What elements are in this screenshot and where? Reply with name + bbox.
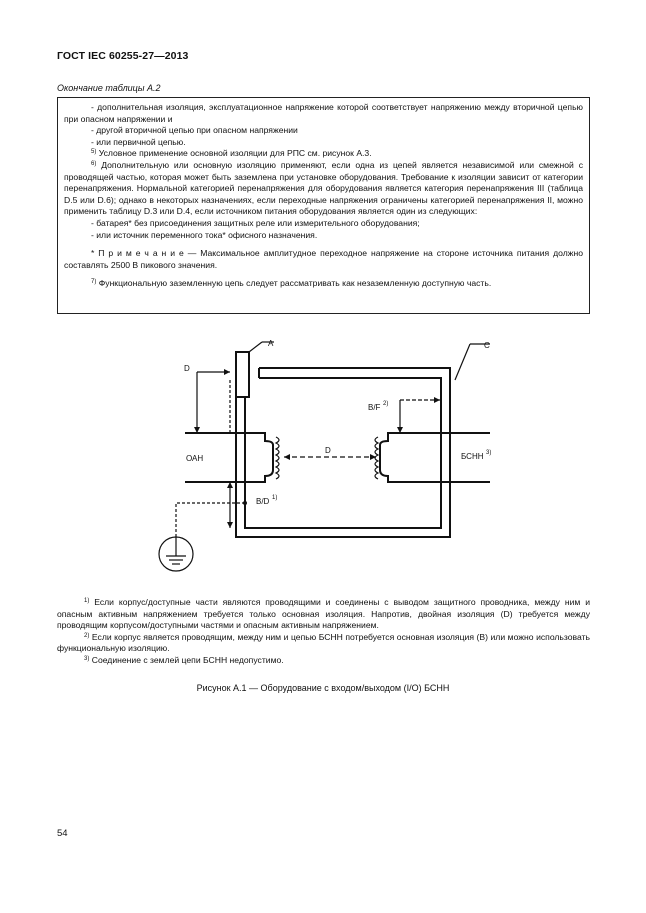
footnote-text: Если корпус/доступные части являются проводящими и соединены с выводом защитного проводника, между ним и опасным активным напряжением требуется только основная изоляция. Напротив, двойная изоляция (D) требуется между проводящим корпусом/доступными частями и опасным активным напряжением.: [57, 597, 590, 631]
table-continuation-caption: Окончание таблицы А.2: [57, 83, 161, 93]
earth-link: [176, 503, 245, 537]
equipment-diagram: [150, 330, 510, 580]
enclosure-outer: [236, 368, 450, 537]
note-6: [64, 160, 583, 218]
label-bf: B/F: [368, 403, 381, 412]
note-text: Условное применение основной изоляции для РПС см. рисунок А.3.: [98, 148, 372, 159]
footnote-2: [57, 632, 590, 655]
label-bd: B/D: [256, 497, 270, 506]
note-line: - дополнительная изоляция, эксплуатационное напряжение которой соответствует напряжению между вторичной цепью при опасном напряжении и: [64, 102, 583, 124]
label-bsnn-sup: 3): [486, 450, 492, 456]
page-number: 54: [57, 828, 68, 839]
label-oan: ОАН: [186, 454, 204, 463]
note-mark: 7): [91, 279, 97, 286]
label-bf-sup: 2): [383, 401, 389, 407]
enclosure-inner: [245, 378, 441, 528]
footnote-mark: 2): [84, 632, 90, 639]
table-notes-box: [57, 97, 590, 314]
label-d-mid: D: [325, 446, 331, 455]
label-c: C: [484, 341, 490, 350]
component-a: [236, 352, 249, 397]
document-header: ГОСТ IEC 60255-27—2013: [57, 50, 189, 62]
note-line: - батарея* без присоединения защитных реле или измерительного оборудования;: [91, 217, 420, 228]
label-bd-sup: 1): [272, 495, 278, 501]
footnote-mark: 1): [84, 598, 90, 604]
note-line: - или первичной цепью.: [91, 136, 186, 147]
footnote-1: [57, 597, 590, 632]
note-mark: 5): [91, 149, 97, 156]
leader-c: [455, 344, 470, 380]
footnote-text: Если корпус является проводящим, между ним и цепью БСНН потребуется основная изоляция (B) или можно использовать функциональную изоляцию.: [57, 631, 590, 654]
note-mark: 6): [91, 160, 97, 167]
note-line: - или источник переменного тока* офисного назначения.: [91, 229, 318, 240]
footnote-text: Соединение с землей цепи БСНН недопустимо.: [91, 654, 284, 665]
footnote-mark: 3): [84, 655, 90, 662]
leader-a: [249, 342, 262, 352]
left-coil: [276, 437, 279, 479]
note-5: [64, 148, 583, 160]
note-line: - другой вторичной цепью при опасном напряжении: [91, 125, 298, 136]
right-coil: [375, 437, 378, 479]
figure-footnotes: [57, 597, 590, 667]
footnote-3: [57, 655, 590, 667]
remark-note: * П р и м е ч а н и е — Максимальное амплитудное переходное напряжение на стороне источника питания должно составлять 2500 В пикового значения.: [64, 248, 583, 270]
label-bsnn: БСНН: [461, 452, 484, 461]
label-a: A: [268, 339, 274, 348]
note-text: Функциональную заземленную цепь следует рассматривать как незаземленную доступную часть.: [98, 278, 492, 289]
figure-caption: Рисунок А.1 — Оборудование с входом/выходом (I/O) БСНН: [196, 683, 450, 693]
note-text: Дополнительную или основную изоляцию применяют, если одна из цепей является независимой или смежной с проводящей частью, которая может быть заземлена при установке оборудования. Требование к изоляции зависит от категории перенапряжения. Нормальной категорией перенапряжения для оборудования является категория перенапряжения III (таблица D.5 или D.6); однако в некоторых назначениях, если переходные напряжения ограничены категорией перенапряжения II, можно применить таблицу D.3 или D.4, если источником питания оборудования является один из следующих:: [64, 159, 583, 217]
note-7: [64, 278, 583, 290]
label-d-left: D: [184, 364, 190, 373]
